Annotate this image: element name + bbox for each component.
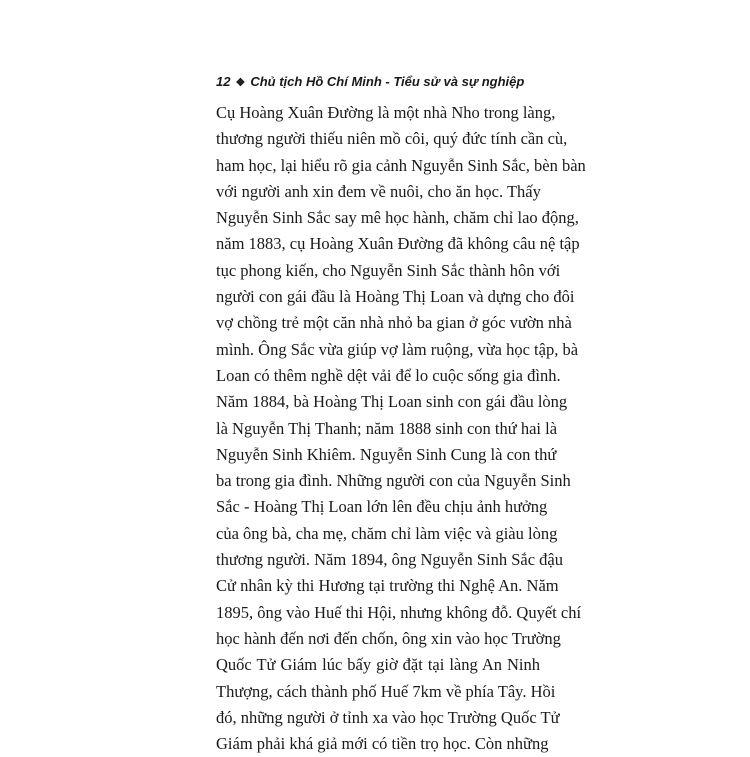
body-text	[216, 100, 586, 757]
text-line: Thượng, cách thành phố Huế 7km về phía Tây. Hồi	[216, 681, 556, 701]
text-line: ba trong gia đình. Những người con của Nguyễn Sinh	[216, 471, 571, 491]
text-line: thương người. Năm 1894, ông Nguyễn Sinh Sắc đậu	[216, 550, 563, 570]
text-line: tục phong kiến, cho Nguyễn Sinh Sắc thành hôn với	[216, 260, 561, 280]
text-line: ham học, lại hiểu rõ gia cảnh Nguyễn Sinh Sắc, bèn bàn	[216, 155, 586, 175]
text-line: học hành đến nơi đến chốn, ông xin vào học Trường	[216, 628, 561, 648]
running-title: Chủ tịch Hồ Chí Minh - Tiểu sử và sự nghiệp	[250, 74, 525, 89]
text-line: Quốc Tử Giám lúc bấy giờ đặt tại làng An Ninh	[216, 655, 540, 675]
text-line: năm 1883, cụ Hoàng Xuân Đường đã không câu nệ tập	[216, 234, 580, 254]
page-number: 12	[216, 74, 231, 89]
text-line: người con gái đầu là Hoàng Thị Loan và dựng cho đôi	[216, 287, 575, 307]
text-line: Nguyễn Sinh Khiêm. Nguyễn Sinh Cung là con thứ	[216, 444, 557, 464]
text-line: là Nguyễn Thị Thanh; năm 1888 sinh con thứ hai là	[216, 418, 558, 438]
text-line: Nguyễn Sinh Sắc say mê học hành, chăm chỉ lao động,	[216, 208, 579, 228]
text-line: thương người thiếu niên mồ côi, quý đức tính cần cù,	[216, 129, 568, 149]
text-line: Loan có thêm nghề dệt vải để lo cuộc sống gia đình.	[216, 365, 561, 385]
text-line: Sắc - Hoàng Thị Loan lớn lên đều chịu ảnh hưởng	[216, 497, 548, 517]
text-line: mình. Ông Sắc vừa giúp vợ làm ruộng, vừa học tập, bà	[216, 339, 579, 359]
text-line: Cụ Hoàng Xuân Đường là một nhà Nho trong làng,	[216, 103, 556, 122]
text-line: Giám phải khá giả mới có tiền trọ học. Còn những	[216, 734, 549, 754]
ornament-icon: ❖	[235, 77, 246, 89]
text-line: của ông bà, cha mẹ, chăm chỉ làm việc và giàu lòng	[216, 523, 558, 543]
text-line: đó, những người ở tỉnh xa vào học Trường Quốc Tử	[216, 707, 560, 727]
text-line: Cử nhân kỳ thi Hương tại trường thi Nghệ An. Năm	[216, 576, 559, 596]
text-line: vợ chồng trẻ một căn nhà nhỏ ba gian ở góc vườn nhà	[216, 313, 572, 333]
text-line: Năm 1884, bà Hoàng Thị Loan sinh con gái đầu lòng	[216, 392, 568, 412]
running-header	[216, 74, 524, 89]
text-line: 1895, ông vào Huế thi Hội, nhưng không đỗ. Quyết chí	[216, 602, 582, 622]
text-line: với người anh xin đem về nuôi, cho ăn học. Thấy	[216, 181, 541, 201]
